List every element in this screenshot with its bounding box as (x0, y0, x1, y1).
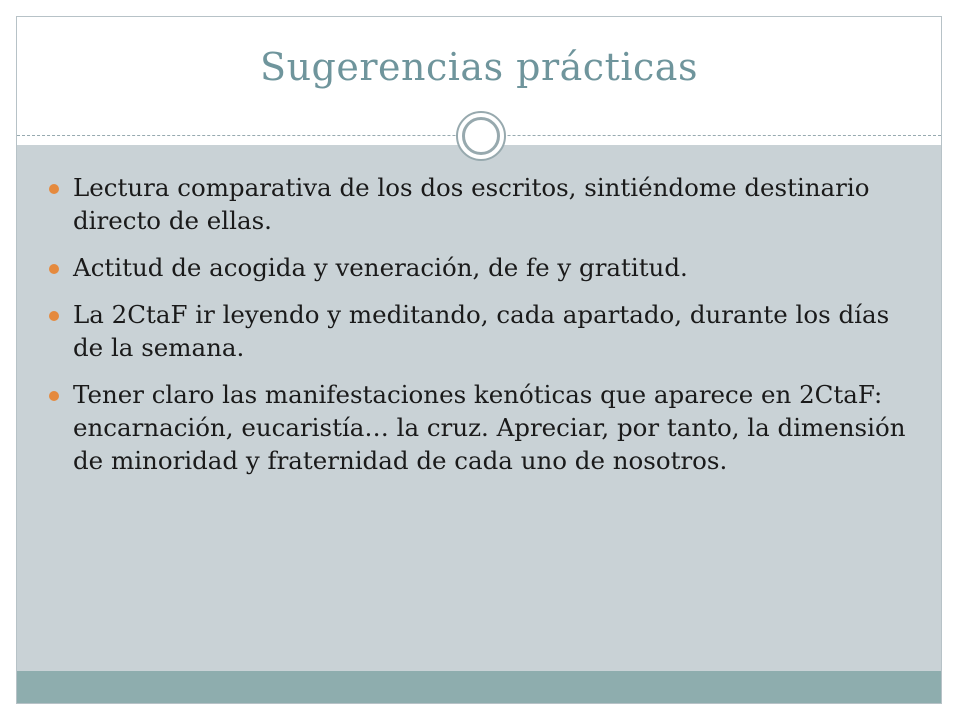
bullet-item (49, 251, 909, 284)
slide (16, 16, 942, 704)
bullet-list (49, 171, 909, 491)
slide-title: Sugerencias prácticas (260, 45, 698, 89)
bullet-text: La 2CtaF ir leyendo y meditando, cada apartado, durante los días de la semana. (73, 300, 890, 362)
bullet-text: Tener claro las manifestaciones kenóticas que aparece en 2CtaF: encarnación, eucaristía… la cruz. Apreciar, por tanto, la dimensión de minoridad y fraternidad de cada uno de nosotros. (73, 380, 906, 475)
bullet-dot-icon (49, 311, 59, 321)
bullet-dot-icon (49, 264, 59, 274)
bullet-dot-icon (49, 184, 59, 194)
bullet-item (49, 298, 909, 364)
footer-band (17, 671, 941, 704)
bullet-item (49, 378, 909, 477)
ring-icon (456, 111, 506, 161)
bullet-item (49, 171, 909, 237)
bullet-text: Actitud de acogida y veneración, de fe y gratitud. (73, 253, 688, 282)
bullet-dot-icon (49, 391, 59, 401)
bullet-text: Lectura comparativa de los dos escritos, sintiéndome destinario directo de ellas. (73, 173, 870, 235)
